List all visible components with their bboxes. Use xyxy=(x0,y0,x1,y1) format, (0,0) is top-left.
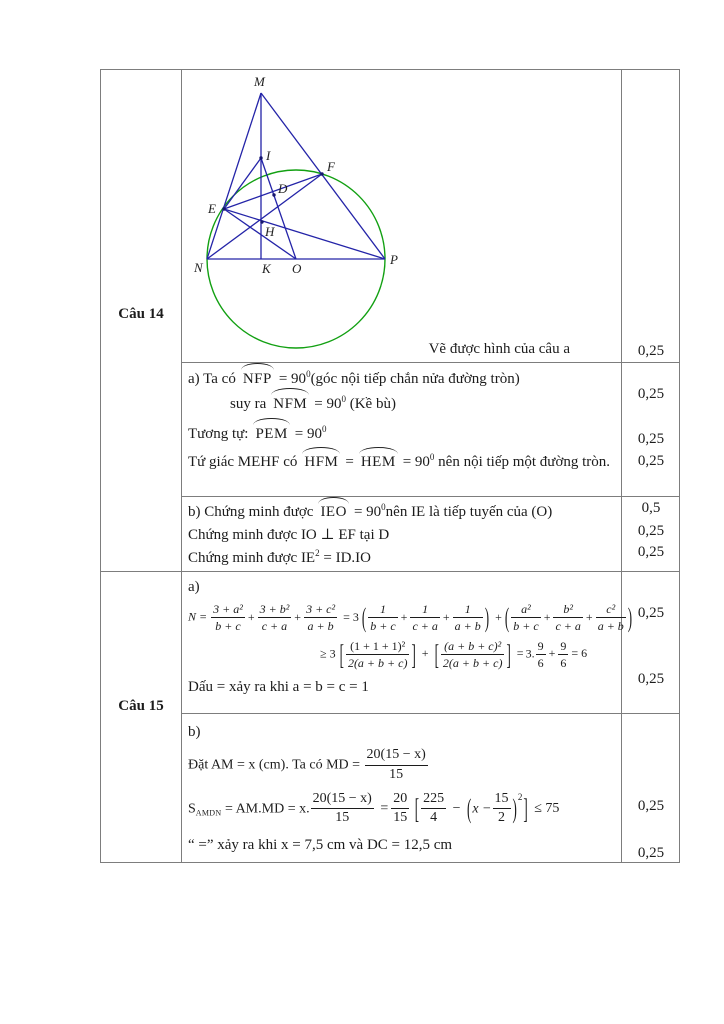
big-bracket: ] xyxy=(523,791,528,825)
c14a-line2: suy ra NFM = $90^0$ (Kề bù) xyxy=(230,391,615,416)
big-bracket: [ xyxy=(414,791,420,825)
label-O: O xyxy=(292,261,302,276)
c15b-equation2: $S_{AMDN} = AM.MD = x$. $\frac{20(15 - x)}{15}$ = $\frac{20}{15}$ [ $\frac{225}{4}$ − (x − $\frac{15}{2}$ )$^2$] ≤ 75 xyxy=(188,790,560,826)
cau15-part-b xyxy=(182,714,620,864)
angle-HEM: HEM xyxy=(359,450,398,474)
c15b-equation1: Đặt AM = x (cm). Ta có MD = $\frac{20(15 - x)}{15}$ xyxy=(188,747,426,782)
cau14-part-b xyxy=(182,497,620,571)
angle-IEO: IEO xyxy=(318,500,349,524)
big-paren: ) xyxy=(627,601,633,633)
c14b-line1: b) Chứng minh được IEO = $90^0nên$ IE là tiếp tuyến của (O) xyxy=(188,500,615,524)
solution-table xyxy=(100,69,680,863)
label-E: E xyxy=(208,201,216,216)
question-15-label: Câu 15 xyxy=(118,698,164,714)
points-value: 0,25 xyxy=(637,845,665,861)
figure-caption: Vẽ được hình của câu a xyxy=(428,341,570,357)
question-14-label: Câu 14 xyxy=(118,306,164,322)
label-I: I xyxy=(266,148,271,163)
points-value: 0,25 xyxy=(637,671,665,687)
c14a-line3: Tương tự: PEM = $90^0$ xyxy=(188,421,615,446)
label-D: D xyxy=(278,181,288,196)
points-value: 0,25 xyxy=(637,523,665,539)
angle-PEM: PEM xyxy=(253,421,289,446)
geometry-figure xyxy=(182,70,620,361)
c15a-head: a) xyxy=(188,579,200,595)
c14a-line4: Tứ giác MEHF có HFM = HEM = $90^0$ nên nội tiếp một đường tròn. xyxy=(188,450,615,474)
triangle-lines xyxy=(207,93,385,259)
points-value: 0,25 xyxy=(637,343,665,359)
cau15-part-a xyxy=(182,572,633,713)
big-bracket: [ xyxy=(339,637,344,671)
points-value: 0,25 xyxy=(637,386,665,402)
figure-cell xyxy=(182,70,620,361)
big-bracket: ] xyxy=(506,637,511,671)
label-K: K xyxy=(262,261,271,276)
c14a-line1: a) Ta có NFP = $90^0(góc$ nội tiếp chắn nửa đường tròn) xyxy=(188,366,615,391)
c14b-line2: Chứng minh được IO ⊥ EF tại D xyxy=(188,527,390,543)
points-value: 0,25 xyxy=(637,544,665,560)
points-value: 0,25 xyxy=(637,798,665,814)
label-N: N xyxy=(194,260,203,275)
points-value: 0,25 xyxy=(637,605,665,621)
points-value: 0,25 xyxy=(637,431,665,447)
c15a-conclusion: Dấu = xảy ra khi a = b = c = 1 xyxy=(188,678,369,695)
big-paren: ) xyxy=(512,792,517,824)
points-value: 0,5 xyxy=(641,500,661,516)
big-bracket: ] xyxy=(411,637,416,671)
angle-NFM: NFM xyxy=(271,391,309,416)
big-paren: ( xyxy=(361,601,367,633)
points-value: 0,25 xyxy=(637,453,665,469)
c14b-line3: Chứng minh được $IE^2 = ID.IO$ xyxy=(188,548,371,566)
angle-HFM: HFM xyxy=(302,450,340,474)
label-P: P xyxy=(390,252,398,267)
label-M: M xyxy=(254,74,265,89)
c15b-head: b) xyxy=(188,724,201,740)
c15a-equation2: ≥ 3 [ $\frac{\text{(1 + 1 + 1)²}}{2(a + b + c)}$ ] + [ $\frac{\text{(a + b + c)²}}{2(a + b + c)}$ ] = 3. $\frac{9}{6}$ + $\frac{9}{6}$ = 6 xyxy=(320,639,615,671)
point-labels xyxy=(193,74,398,276)
big-paren: ( xyxy=(504,601,510,633)
angle-NFP: NFP xyxy=(241,366,274,391)
label-H: H xyxy=(265,224,275,239)
label-F: F xyxy=(327,159,335,174)
c15b-conclusion: “ =” xảy ra khi x = 7,5 cm và DC = 12,5 cm xyxy=(188,837,453,854)
big-paren: ( xyxy=(466,792,472,824)
big-bracket: [ xyxy=(434,637,439,671)
c15a-equation1: N = $\frac{\text{3 + a²}}{b + c}$ + $\frac{\text{3 + b²}}{c + a}$ + $\frac{\text{3 + c²}}{a + b}$ = 3 ( $\frac{1}{b + c}$ + $\frac{1}{c + a}$ + $\frac{1}{a + b}$ ) + ( $\frac{\text{a²}}{b + c}$ + $\frac{\text{b²}}{c + a}$ + $\frac{\text{c²}}{a + b}$ ) xyxy=(188,601,633,634)
big-paren: ) xyxy=(484,601,490,633)
cau14-part-a xyxy=(182,363,620,496)
